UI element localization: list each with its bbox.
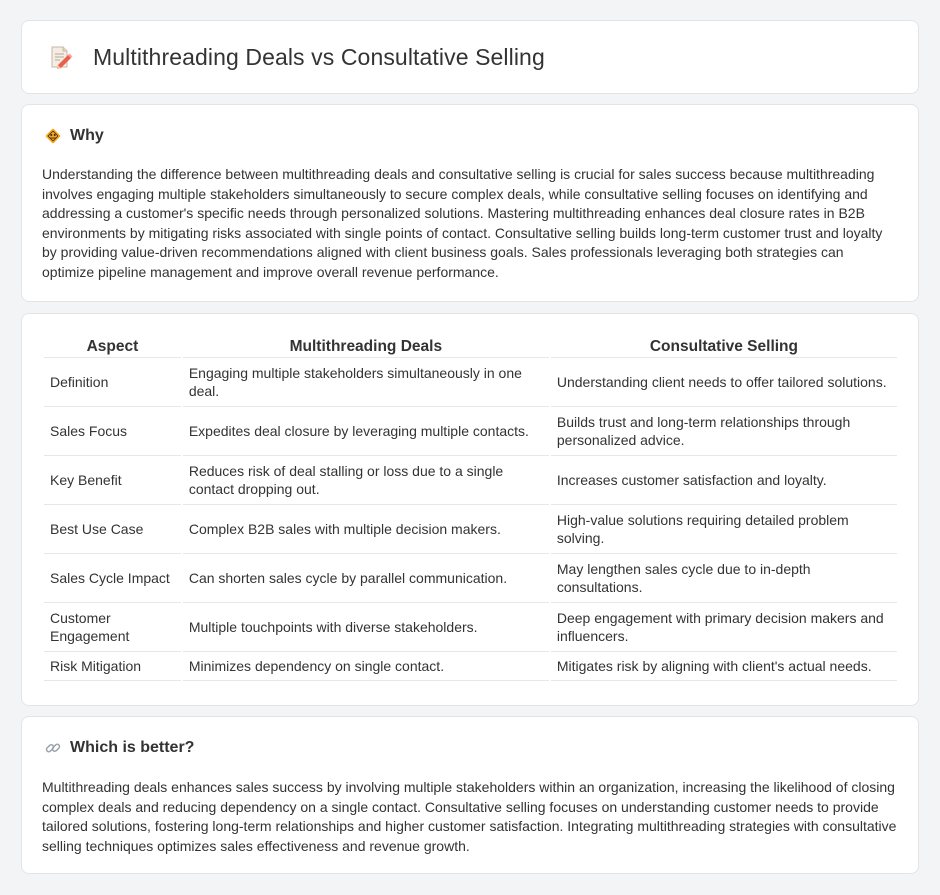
table-row xyxy=(44,456,897,505)
row-aspect: Risk Mitigation xyxy=(44,652,181,681)
row-consultative: High-value solutions requiring detailed problem solving. xyxy=(551,505,897,554)
header-multithreading: Multithreading Deals xyxy=(183,336,549,358)
row-consultative: Increases customer satisfaction and loyalty. xyxy=(551,456,897,505)
row-aspect: Best Use Case xyxy=(44,505,181,554)
header-aspect: Aspect xyxy=(44,336,181,358)
row-aspect: Definition xyxy=(44,358,181,407)
row-multithreading: Complex B2B sales with multiple decision makers. xyxy=(183,505,549,554)
why-heading: Why xyxy=(70,127,104,144)
row-multithreading: Expedites deal closure by leveraging multiple contacts. xyxy=(183,407,549,456)
warning-sign-icon xyxy=(44,127,62,145)
row-consultative: Deep engagement with primary decision makers and influencers. xyxy=(551,603,897,652)
document-pencil-icon xyxy=(47,44,73,70)
comparison-table-card xyxy=(21,313,919,706)
why-text: Understanding the difference between multithreading deals and consultative selling is crucial for sales success because multithreading involves engaging multiple stakeholders simultaneously to secure complex deals, while consultative selling focuses on identifying and addressing a customer's specific needs through personalized solutions. Mastering multithreading enhances deal closure rates in B2B environments by mitigating risks associated with single points of contact. Consultative selling builds long-term customer trust and loyalty by providing value-driven recommendations aligned with client business goals. Sales professionals leveraging both strategies can optimize pipeline management and improve overall revenue performance. xyxy=(42,166,883,280)
table-row xyxy=(44,505,897,554)
better-text: Multithreading deals enhances sales success by involving multiple stakeholders within an organization, increasing the likelihood of closing complex deals and reducing dependency on a single contact. Consultative selling focuses on understanding customer needs to provide tailored solutions, fostering long-term relationships and higher customer satisfaction. Integrating multithreading strategies with consultative selling techniques optimizes sales effectiveness and revenue growth. xyxy=(42,779,897,854)
row-consultative: Mitigates risk by aligning with client's actual needs. xyxy=(551,652,897,681)
row-multithreading: Multiple touchpoints with diverse stakeholders. xyxy=(183,603,549,652)
why-header xyxy=(44,127,104,145)
table-row xyxy=(44,358,897,407)
row-multithreading: Reduces risk of deal stalling or loss due to a single contact dropping out. xyxy=(183,456,549,505)
better-heading: Which is better? xyxy=(70,739,195,756)
row-aspect: Key Benefit xyxy=(44,456,181,505)
better-header xyxy=(44,739,194,757)
header-consultative: Consultative Selling xyxy=(551,336,897,358)
link-icon xyxy=(44,739,62,757)
row-multithreading: Engaging multiple stakeholders simultaneously in one deal. xyxy=(183,358,549,407)
table-row xyxy=(44,652,897,681)
row-aspect: Customer Engagement xyxy=(44,603,181,652)
table-row xyxy=(44,407,897,456)
which-is-better-section xyxy=(21,716,919,874)
comparison-table xyxy=(42,336,899,681)
row-consultative: Understanding client needs to offer tailored solutions. xyxy=(551,358,897,407)
row-multithreading: Can shorten sales cycle by parallel communication. xyxy=(183,554,549,603)
table-header-row xyxy=(44,336,897,358)
row-consultative: May lengthen sales cycle due to in-depth consultations. xyxy=(551,554,897,603)
row-aspect: Sales Cycle Impact xyxy=(44,554,181,603)
table-row xyxy=(44,603,897,652)
why-section xyxy=(21,104,919,302)
row-consultative: Builds trust and long-term relationships through personalized advice. xyxy=(551,407,897,456)
row-multithreading: Minimizes dependency on single contact. xyxy=(183,652,549,681)
title-card xyxy=(21,20,919,94)
table-row xyxy=(44,554,897,603)
row-aspect: Sales Focus xyxy=(44,407,181,456)
page-title: Multithreading Deals vs Consultative Selling xyxy=(93,43,545,70)
